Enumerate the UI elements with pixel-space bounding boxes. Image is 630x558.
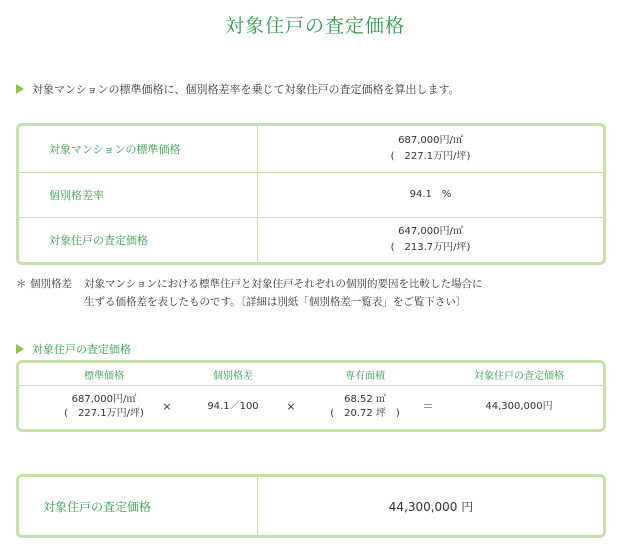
header-rate: 個別格差 — [213, 371, 253, 382]
standard-price-tsubo: ( 227.1万円/坪) — [390, 151, 471, 162]
calc-area — [315, 393, 415, 421]
calc-standard-price-tsubo: ( 227.1万円/坪) — [64, 408, 144, 419]
rate-label: 個別格差率 — [19, 173, 258, 217]
note-heading: 個別格差 — [30, 278, 72, 290]
standard-price-label: 対象マンションの標準価格 — [19, 126, 258, 172]
standard-price-sqm: 687,000円/㎡ — [398, 135, 463, 146]
calc-table-body — [19, 386, 603, 430]
calc-section-heading — [16, 341, 131, 357]
header-assessed-price: 対象住戸の査定価格 — [474, 371, 564, 382]
note-block — [16, 275, 483, 311]
triangle-bullet-icon — [16, 344, 24, 354]
multiply-sign: × — [162, 400, 172, 413]
calc-standard-price-sqm: 687,000円/㎡ — [71, 394, 137, 405]
assessed-price-sqm: 647,000円/㎡ — [398, 226, 463, 237]
calc-table-header — [19, 363, 603, 386]
intro-line — [16, 81, 460, 97]
equals-sign: ＝ — [422, 400, 434, 413]
table-row — [19, 218, 603, 262]
summary-table — [16, 123, 606, 265]
rate-percent: 94.1 % — [409, 189, 452, 200]
intro-text: 対象マンションの標準価格に、個別格差率を乗じて対象住戸の査定価格を算出します。 — [32, 83, 460, 96]
multiply-sign: × — [286, 400, 296, 413]
calc-area-sqm: 68.52 ㎡ — [344, 394, 386, 405]
assessed-price-tsubo: ( 213.7万円/坪) — [390, 242, 471, 253]
note-marker: ＊ — [16, 278, 27, 290]
calc-standard-price — [49, 393, 159, 421]
note-line-1: 対象マンションにおける標準住戸と対象住戸それぞれの個別的要因を比較した場合に — [84, 278, 483, 290]
standard-price-value — [258, 126, 603, 172]
page-title: 対象住戸の査定価格 — [224, 15, 405, 37]
note-line-2: 生ずる価格差を表したものです。〔詳細は別紙「個別格差一覧表」をご覧下さい〕 — [84, 296, 467, 308]
calc-result: 44,300,000円 — [485, 401, 553, 412]
assessed-price-label: 対象住戸の査定価格 — [19, 218, 258, 262]
calc-rate: 94.1／100 — [207, 401, 259, 412]
table-row — [19, 173, 603, 218]
calc-section-title: 対象住戸の査定価格 — [32, 343, 131, 356]
calc-table — [16, 360, 606, 432]
triangle-bullet-icon — [16, 84, 24, 94]
final-price-box — [16, 474, 606, 538]
rate-value — [258, 173, 603, 217]
table-row — [19, 126, 603, 173]
assessed-price-value — [258, 218, 603, 262]
final-price-label: 対象住戸の査定価格 — [19, 477, 258, 535]
header-standard-price: 標準価格 — [84, 371, 124, 382]
header-area: 専有面積 — [345, 371, 385, 382]
final-price-value: 44,300,000 円 — [388, 499, 474, 514]
calc-area-tsubo: ( 20.72 坪 ) — [330, 408, 400, 419]
